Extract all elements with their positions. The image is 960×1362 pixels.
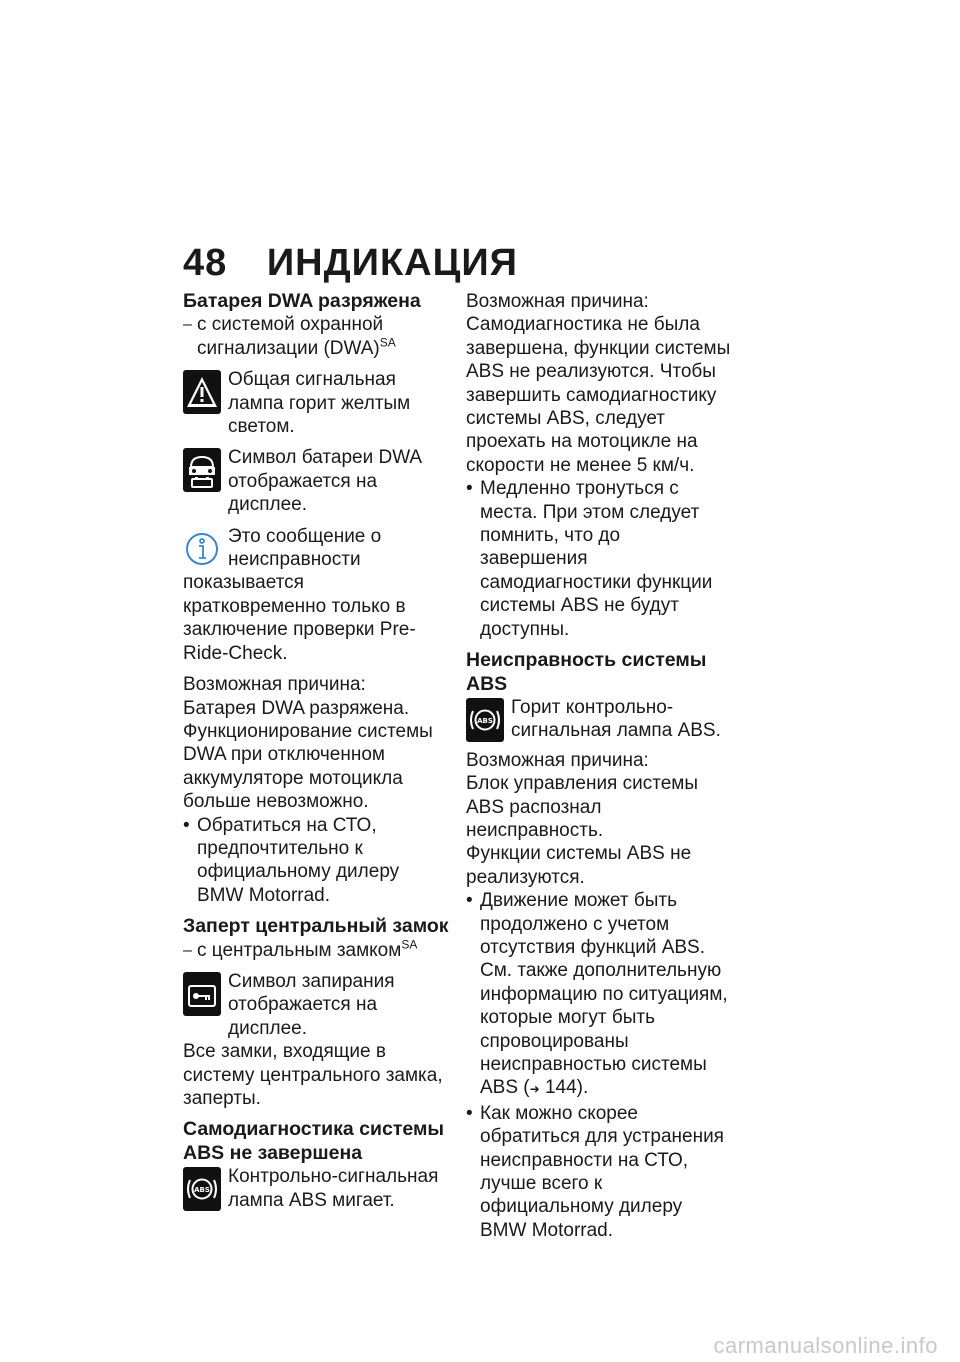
- dash-marker: –: [183, 941, 192, 959]
- dwa-battery-icon: [183, 448, 221, 492]
- info-icon: [183, 527, 221, 571]
- dwa-heading: Батарея DWA разряжена: [183, 290, 421, 312]
- abs-diag-cause-text: Самодиагностика не была завершена, функции системы ABS не реализуются. Чтобы завершить самодиагностику системы ABS, следует проехать на мотоцикле на скорости не менее 5 км/ч.: [466, 314, 731, 476]
- abs-fault-heading: Неисправность системы ABS: [466, 649, 707, 695]
- warn-row: [183, 368, 449, 438]
- abs-icon: [183, 1167, 221, 1211]
- lock-heading: Заперт центральный замок: [183, 915, 449, 938]
- abs-diag-row: [183, 1165, 449, 1212]
- dwa-condition: – с системой охранной сигнализации (DWA)$^{SA}$: [183, 314, 396, 359]
- lock-condition: – с центральным замком$^{SA}$: [183, 937, 418, 961]
- battery-text: Символ батареи DWA отображается на дисплее.: [228, 447, 422, 516]
- dwa-effect-text: Функционирование системы DWA при отключенном аккумуляторе мотоцикла больше невозможно.: [183, 720, 433, 813]
- dash-marker: –: [183, 316, 192, 334]
- dwa-bullet: • Обратиться на СТО, предпочтительно к официальному дилеру BMW Motorrad.: [183, 814, 400, 906]
- page-title: 48 ИНДИКАЦИЯ: [183, 242, 518, 284]
- abs-fault-bullet-1: • Движение может быть продолжено с учетом отсутствия функций ABS. См. также дополнительную информацию по ситуациям, которые могут быть спровоцированы неисправностью системы ABS (➜ 144).: [466, 889, 732, 1102]
- bullet-marker: •: [183, 814, 190, 836]
- abs-diag-heading: Самодиагностика системы ABS не завершена: [183, 1118, 445, 1164]
- lock-row: [183, 970, 449, 1040]
- abs-fault-bullet-2: • Как можно скорее обратиться для устранения неисправности на СТО, лучше всего к официальному дилеру BMW Motorrad.: [466, 1102, 724, 1241]
- svg-text:ABS: ABS: [477, 716, 493, 725]
- abs-fault-cause-label: Возможная причина:: [466, 749, 649, 771]
- dwa-cause-label: Возможная причина:: [183, 674, 366, 696]
- bullet-marker: •: [466, 1102, 473, 1124]
- bullet-marker: •: [466, 478, 473, 500]
- dwa-cause-text: Батарея DWA разряжена.: [183, 697, 410, 719]
- warning-triangle-icon: [183, 370, 221, 414]
- info-text: Это сообщение о неисправности показывается кратковременно только в заключение проверки Pre-Ride-Check.: [183, 525, 416, 664]
- sa-superscript: SA: [379, 335, 396, 350]
- abs-icon: [466, 698, 504, 742]
- abs-fault-icon-text: Горит контрольно-сигнальная лампа ABS.: [511, 696, 721, 742]
- battery-row: [183, 446, 449, 516]
- abs-diag-text: Контрольно-сигнальная лампа ABS мигает.: [228, 1166, 439, 1211]
- abs-fault-row: [466, 696, 732, 743]
- left-column: [183, 290, 449, 1212]
- page-ref-link[interactable]: 144: [544, 1077, 577, 1099]
- right-column: [466, 290, 732, 1242]
- abs-diag-cause-label: Возможная причина:: [466, 291, 649, 312]
- bullet-marker: •: [466, 890, 473, 912]
- svg-text:ABS: ABS: [194, 1186, 210, 1195]
- abs-diag-bullet: • Медленно тронуться с места. При этом следует помнить, что до завершения самодиагностики функции системы ABS не будут доступны.: [466, 478, 713, 640]
- watermark-brand: carmanualsonline.info: [713, 1333, 938, 1358]
- lock-text: Все замки, входящие в систему центрального замка, заперты.: [183, 1041, 443, 1109]
- info-block: [183, 525, 449, 665]
- abs-fault-effect-text: Функции системы ABS не реализуются.: [466, 843, 692, 888]
- central-lock-icon: [183, 972, 221, 1016]
- sa-superscript: SA: [401, 937, 418, 952]
- page-ref-arrow-icon: ➜: [529, 1082, 540, 1097]
- abs-fault-cause-text: Блок управления системы ABS распознал неисправность.: [466, 773, 699, 841]
- lock-symbol-text: Символ запирания отображается на дисплее.: [228, 970, 395, 1039]
- warn-text: Общая сигнальная лампа горит желтым светом.: [228, 369, 411, 438]
